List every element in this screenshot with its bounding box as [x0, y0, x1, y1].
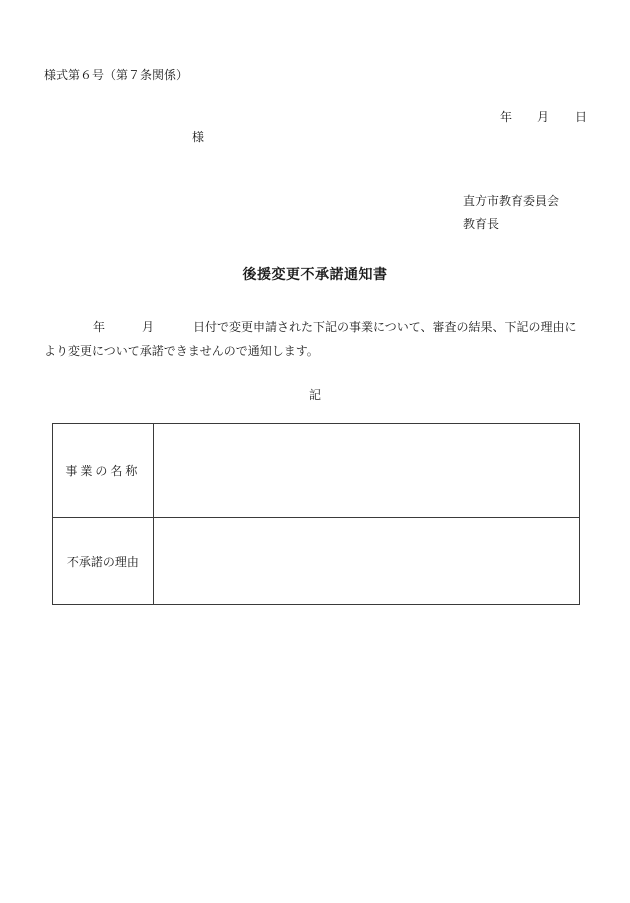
rejection-reason-label: 不承諾の理由 — [53, 518, 154, 605]
event-name-field[interactable] — [153, 424, 579, 518]
addressee-honorific: 様 — [192, 130, 205, 144]
rejection-reason-field[interactable] — [153, 518, 579, 605]
document-title: 後援変更不承諾通知書 — [242, 267, 388, 283]
date-year-label: 年 — [500, 110, 513, 124]
event-name-label: 事業の名称 — [53, 424, 154, 518]
body-year-label: 年 — [93, 320, 106, 334]
body-month-label: 月 — [142, 320, 155, 334]
issuer-title: 教育長 — [463, 217, 500, 231]
form-number: 様式第６号（第７条関係） — [44, 68, 189, 82]
details-table — [52, 423, 580, 605]
body-text-line-1: 日付で変更申請された下記の事業について、審査の結果、下記の理由に — [193, 320, 577, 334]
table-row — [53, 518, 580, 605]
date-month-label: 月 — [537, 110, 550, 124]
body-text-line-2: より変更について承諾できませんので通知します。 — [44, 344, 319, 358]
date-day-label: 日 — [575, 110, 588, 124]
ki-heading: 記 — [308, 388, 321, 402]
issuer-organization: 直方市教育委員会 — [463, 194, 560, 208]
body-paragraph-line-1 — [44, 318, 589, 334]
date-line — [480, 108, 590, 124]
table-row — [53, 424, 580, 518]
